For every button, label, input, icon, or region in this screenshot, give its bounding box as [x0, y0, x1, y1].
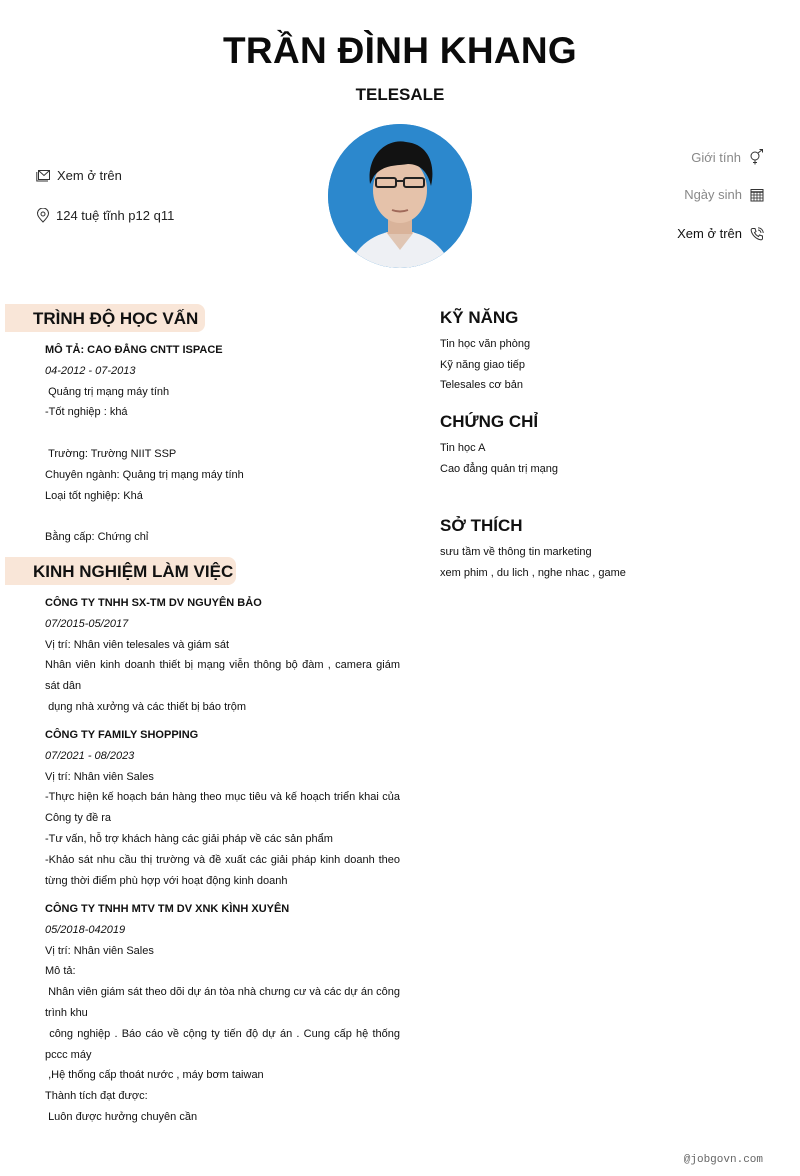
job-period: 07/2021 - 08/2023 [45, 749, 135, 762]
skill-item: Kỹ năng giao tiếp [440, 358, 526, 371]
job-period: 05/2018-042019 [45, 923, 126, 936]
watermark: @jobgovn.com [683, 1154, 763, 1166]
address-value: 124 tuệ tĩnh p12 q11 [56, 208, 175, 223]
certificates-list [440, 438, 558, 479]
education-line: Trường: Trường NIIT SSP [45, 447, 177, 460]
job-line: ,Hệ thống cấp thoát nước , máy bơm taiwan [45, 1069, 264, 1082]
section-education-heading: TRÌNH ĐỘ HỌC VẤN [5, 304, 205, 332]
contact-address [36, 208, 174, 223]
education-line: -Tốt nghiệp : khá [45, 406, 128, 419]
education-school-title: MÔ TẢ: CAO ĐẲNG CNTT ISPACE [45, 344, 223, 356]
job-line: Vị trí: Nhân viên Sales [45, 770, 154, 783]
contact-birthday [684, 187, 764, 202]
contact-phone [677, 226, 764, 241]
education-line [45, 506, 400, 527]
certificate-item: Tin học A [440, 442, 486, 454]
education-line [45, 423, 400, 444]
education-line: Chuyên ngành: Quảng trị mạng máy tính [45, 468, 244, 481]
education-period: 04-2012 - 07-2013 [45, 364, 136, 377]
calendar-icon [750, 188, 764, 202]
job-line: công nghiệp . Báo cáo về cộng ty tiến độ dự án . Cung cấp hệ thống pccc máy [45, 1027, 404, 1061]
job-line: Vị trí: Nhân viên telesales và giám sát [45, 638, 230, 651]
hobby-item: xem phim , du lich , nghe nhac , game [440, 566, 626, 579]
contact-email [36, 168, 122, 183]
profile-photo [328, 124, 472, 268]
envelope-icon [36, 169, 51, 182]
job-company: CÔNG TY TNHH SX-TM DV NGUYÊN BẢO [45, 597, 262, 609]
job-line: -Tư vấn, hỗ trợ khách hàng các giải pháp về các sản phẩm [45, 832, 333, 845]
certificate-item: Cao đẳng quản trị mạng [440, 462, 559, 475]
gender-icon [749, 149, 764, 165]
job-company: CÔNG TY TNHH MTV TM DV XNK KÌNH XUYÊN [45, 903, 290, 915]
contact-gender [691, 149, 764, 165]
job-line: dụng nhà xưởng và các thiết bị báo trộm [45, 700, 247, 713]
candidate-name: TRẦN ĐÌNH KHANG [223, 30, 577, 71]
job-line: Vị trí: Nhân viên Sales [45, 944, 154, 957]
phone-value: Xem ở trên [677, 226, 742, 241]
skill-item: Telesales cơ bản [440, 379, 524, 391]
job-line: Nhân viên kinh doanh thiết bị mạng viễn thông bộ đàm , camera giám sát dân [45, 659, 404, 693]
phone-icon [750, 227, 764, 241]
email-value: Xem ở trên [57, 168, 122, 183]
gender-label: Giới tính [691, 149, 741, 165]
location-pin-icon [36, 208, 50, 223]
skill-item: Tin học văn phòng [440, 338, 531, 350]
job-period: 07/2015-05/2017 [45, 617, 129, 630]
section-hobbies-heading: SỞ THÍCH [440, 516, 523, 535]
education-line: Quảng trị mạng máy tính [45, 385, 170, 398]
section-experience-heading: KINH NGHIỆM LÀM VIỆC [5, 557, 236, 585]
birthday-label: Ngày sinh [684, 187, 742, 202]
education-line: Loại tốt nghiệp: Khá [45, 489, 143, 502]
skills-list [440, 334, 530, 396]
hobby-item: sưu tầm về thông tin marketing [440, 546, 592, 558]
education-line: Bằng cấp: Chứng chỉ [45, 531, 149, 544]
job-line: Luôn được hưởng chuyên cần [45, 1110, 198, 1123]
job-line: Nhân viên giám sát theo dõi dự án tòa nhà chưng cư và các dự án công trình khu [45, 986, 404, 1019]
job-company: CÔNG TY FAMILY SHOPPING [45, 729, 199, 741]
job-line: -Khảo sát nhu cầu thị trường và đề xuất các giải pháp kinh doanh theo từng thời điểm phù hợp với hoạt động kinh doanh [45, 853, 404, 887]
section-skills-heading: KỸ NĂNG [440, 308, 519, 327]
experience-job-1 [45, 593, 404, 718]
education-block [45, 340, 400, 548]
job-line: -Thực hiện kế hoạch bán hàng theo mục tiêu và kế hoạch triển khai của Công ty đề ra [45, 791, 404, 825]
job-line: Mô tả: [45, 965, 76, 978]
job-line: Thành tích đạt được: [45, 1090, 148, 1103]
job-title: TELESALE [355, 85, 445, 104]
experience-job-3 [45, 899, 404, 1128]
experience-job-2 [45, 725, 404, 891]
hobbies-list [440, 542, 626, 583]
section-certificates-heading: CHỨNG CHỈ [440, 412, 539, 431]
